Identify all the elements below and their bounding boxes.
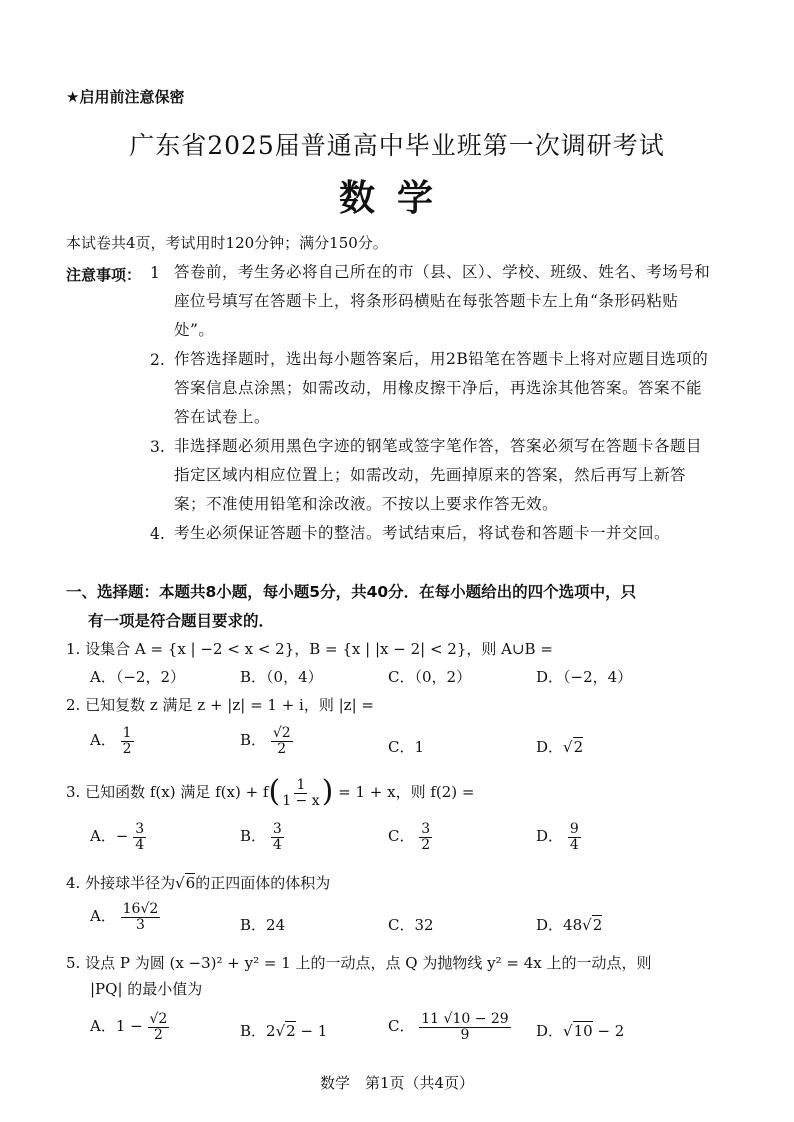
fraction xyxy=(121,726,134,756)
numerator: √2 xyxy=(272,725,291,741)
q2-option-b xyxy=(240,726,293,756)
fraction xyxy=(568,822,581,852)
q3-option-c xyxy=(388,822,432,852)
fraction xyxy=(271,822,284,852)
q4-option-a xyxy=(90,902,160,932)
radical-sign: √ xyxy=(563,738,573,756)
q5-option-b xyxy=(240,1020,327,1041)
q1-option-b: B．（0，4） xyxy=(240,668,323,686)
note-item: 作答选择题时，选出每小题答案后，用2B铅笔在答题卡上将对应题目选项的答案信息点涂黑；如需改动，用橡皮擦干净后，再选涂其他答案。答案不能答在试卷上。 xyxy=(174,350,709,426)
denominator: 1 − x xyxy=(282,792,320,809)
numerator: 3 xyxy=(272,821,282,837)
q2-option-c: C．1 xyxy=(388,738,425,756)
stem-text: = 1 + x，则 f(2) = xyxy=(338,783,475,802)
q1-option-d: D．（−2，4） xyxy=(536,668,633,686)
confidential-label: ★启用前注意保密 xyxy=(66,88,185,106)
stem-text: 3. 已知函数 f(x) 满足 f(x) + f xyxy=(66,783,269,802)
fraction xyxy=(419,1012,510,1042)
note-number: 1 xyxy=(150,264,160,282)
left-paren: ( xyxy=(268,774,281,810)
q2-option-d xyxy=(536,736,583,757)
option-label: A．1 − xyxy=(90,1017,143,1036)
section-heading xyxy=(66,578,636,636)
option-tail: − 1 xyxy=(300,1022,328,1040)
question-1-stem: 1. 设集合 A = {x | −2 < x < 2}，B = {x | |x − 2| < 2}，则 A∪B = xyxy=(66,640,553,658)
note-item: 考生必须保证答题卡的整洁。考试结束后，将试卷和答题卡一并交回。 xyxy=(174,524,671,542)
q5-option-a xyxy=(90,1012,169,1042)
section-heading-line: 一、选择题：本题共8小题，每小题5分，共40分．在每小题给出的四个选项中，只 xyxy=(66,583,637,601)
option-label: D． xyxy=(536,827,564,846)
numerator: 3 xyxy=(135,821,145,837)
denominator: 4 xyxy=(569,836,579,853)
option-tail: − 2 xyxy=(597,1022,625,1040)
q4-option-d xyxy=(536,914,602,935)
radicand: 6 xyxy=(185,874,196,892)
question-5-stem-line-2: |PQ| 的最小值为 xyxy=(90,980,203,998)
denominator: 2 xyxy=(122,740,132,757)
option-label: B． xyxy=(240,827,267,846)
note-item: 答卷前，考生务必将自己所在的市（县、区）、学校、班级、姓名、考场号和座位号填写在答题卡上，将条形码横贴在每张答题卡左上角“条形码粘贴处”。 xyxy=(174,263,711,339)
q1-option-c: C．（0，2） xyxy=(388,668,472,686)
question-2-stem: 2. 已知复数 z 满足 z + |z| = 1 + i，则 |z| = xyxy=(66,696,374,714)
fraction xyxy=(280,778,321,808)
option-label: D． xyxy=(536,738,564,756)
q4-option-c: C．32 xyxy=(388,916,434,934)
denominator: 4 xyxy=(135,836,145,853)
option-label: A．− xyxy=(90,827,129,846)
question-4-stem xyxy=(66,872,330,893)
numerator: √2 xyxy=(149,1011,168,1027)
section-heading-line: 有一项是符合题目要求的． xyxy=(88,612,275,630)
exam-title: 广东省2025届普通高中毕业班第一次调研考试 xyxy=(129,131,665,160)
numerator: 1 xyxy=(122,725,132,741)
fraction xyxy=(419,822,432,852)
note-number: 2. xyxy=(150,351,165,369)
question-5-stem-line-1: 5. 设点 P 为圆 (x −3)² + y² = 1 上的一动点，点 Q 为抛物线 y² = 4x 上的一动点，则 xyxy=(66,954,652,972)
option-label: A． xyxy=(90,731,116,750)
radical-sign: √ xyxy=(563,1022,573,1040)
q5-option-d xyxy=(536,1020,624,1041)
notes-label: 注意事项： xyxy=(66,266,142,284)
radical-sign: √ xyxy=(582,916,592,934)
note-item: 非选择题必须用黑色字迹的钢笔或签字笔作答，答案必须写在答题卡各题目指定区域内相应位置上；如需改动，先画掉原来的答案，然后再写上新答案；不准使用铅笔和涂改液。不按以上要求作答无效。 xyxy=(174,437,703,513)
q3-option-b xyxy=(240,822,284,852)
radical-sign: √ xyxy=(175,874,185,892)
option-label: B．2 xyxy=(240,1022,276,1040)
radicand: 2 xyxy=(286,1022,296,1040)
option-label: A． xyxy=(90,907,116,926)
radicand: 10 xyxy=(573,1022,593,1040)
fraction xyxy=(271,726,293,756)
q5-option-c xyxy=(388,1012,511,1042)
denominator: 3 xyxy=(135,916,145,933)
fraction xyxy=(133,822,146,852)
q2-option-a xyxy=(90,726,134,756)
fraction xyxy=(121,902,161,932)
note-number: 4. xyxy=(150,525,165,543)
option-label: D．48 xyxy=(536,916,583,934)
option-label: B． xyxy=(240,731,267,750)
numerator: 3 xyxy=(421,821,431,837)
question-3-stem xyxy=(66,774,475,810)
denominator: 4 xyxy=(272,836,282,853)
stem-text: 4. 外接球半径为 xyxy=(66,874,176,892)
option-label: D． xyxy=(536,1022,564,1040)
page-footer: 数学 第1页（共4页） xyxy=(319,1074,475,1092)
radical-sign: √ xyxy=(275,1022,286,1040)
radicand: 2 xyxy=(573,738,584,756)
q3-option-d xyxy=(536,822,581,852)
denominator: 2 xyxy=(421,836,431,853)
note-number: 3. xyxy=(150,438,165,456)
right-paren: ) xyxy=(321,774,334,810)
q1-option-a: A．（−2，2） xyxy=(90,668,185,686)
option-label: C． xyxy=(388,1017,415,1036)
q3-option-a xyxy=(90,822,146,852)
denominator: 2 xyxy=(153,1026,163,1043)
exam-intro: 本试卷共4页，考试用时120分钟；满分150分。 xyxy=(66,234,388,252)
option-label: C． xyxy=(388,827,415,846)
numerator: 11 √10 − 29 xyxy=(421,1011,509,1027)
subject-title: 数学 xyxy=(338,178,455,219)
stem-text: 的正四面体的体积为 xyxy=(195,874,331,892)
numerator: 9 xyxy=(569,821,579,837)
denominator: 2 xyxy=(277,740,287,757)
q4-option-b: B．24 xyxy=(240,916,286,934)
numerator: 1 xyxy=(296,777,306,793)
numerator: 16√2 xyxy=(122,901,159,917)
fraction xyxy=(148,1012,170,1042)
radicand: 2 xyxy=(592,916,603,934)
denominator: 9 xyxy=(460,1026,470,1043)
